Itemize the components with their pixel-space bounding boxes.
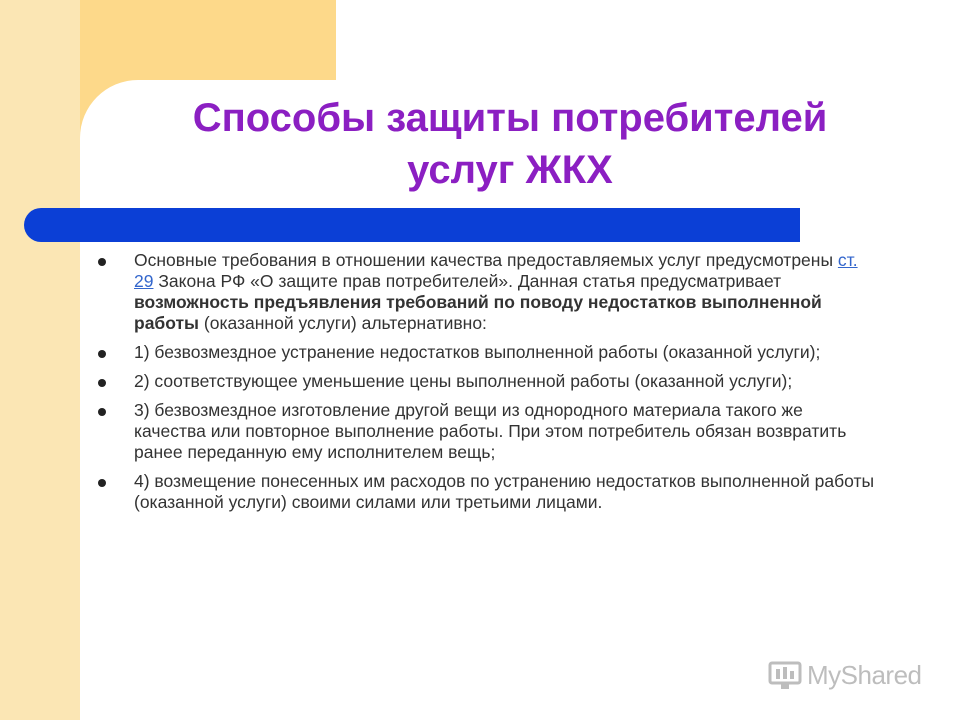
bullet-text: 2) соответствующее уменьшение цены выполненной работы (оказанной услуги); xyxy=(134,371,793,391)
myshared-watermark xyxy=(767,657,937,693)
slide-title xyxy=(130,92,890,196)
watermark-text: MyShared xyxy=(807,659,922,690)
bullet-intro-bold: возможность предъявления требований по поводу недостатков выполненной работы xyxy=(134,292,822,333)
myshared-logo-icon xyxy=(767,657,803,693)
decor-blue-bar xyxy=(24,208,800,242)
bullet-dot-icon xyxy=(98,408,106,416)
bullet-text: 3) безвозмездное изготовление другой вещи из однородного материала такого же качества или повторное выполнение работы. При этом потребитель обязан возвратить ранее переданную ему исполнителем вещь; xyxy=(134,400,847,462)
slide-title-line1: Способы защиты потребителей xyxy=(192,96,828,140)
decor-yellow-strip xyxy=(0,0,80,720)
bullet-intro-pre: Основные требования в отношении качества предоставляемых услуг предусмотрены xyxy=(134,250,838,270)
slide-title-line2: услуг ЖКХ xyxy=(407,148,613,192)
article-29-link[interactable]: ст. 29 xyxy=(134,250,858,291)
bullet-item-3 xyxy=(98,400,878,463)
bullet-item-intro xyxy=(98,250,878,334)
bullet-dot-icon xyxy=(98,479,106,487)
bullet-dot-icon xyxy=(98,258,106,266)
bullet-text: 4) возмещение понесенных им расходов по устранению недостатков выполненной работы (оказанной услуги) своими силами или третьими лицами. xyxy=(134,471,875,512)
bullet-intro-mid: Закона РФ «О защите прав потребителей». Данная статья предусматривает xyxy=(153,271,782,291)
bullet-item-2 xyxy=(98,371,878,392)
bullet-intro-post: (оказанной услуги) альтернативно: xyxy=(199,313,487,333)
bullet-list xyxy=(98,250,878,521)
bullet-dot-icon xyxy=(98,350,106,358)
bullet-item-1 xyxy=(98,342,878,363)
bullet-dot-icon xyxy=(98,379,106,387)
bullet-text: 1) безвозмездное устранение недостатков выполненной работы (оказанной услуги); xyxy=(134,342,821,362)
bullet-item-4 xyxy=(98,471,878,513)
